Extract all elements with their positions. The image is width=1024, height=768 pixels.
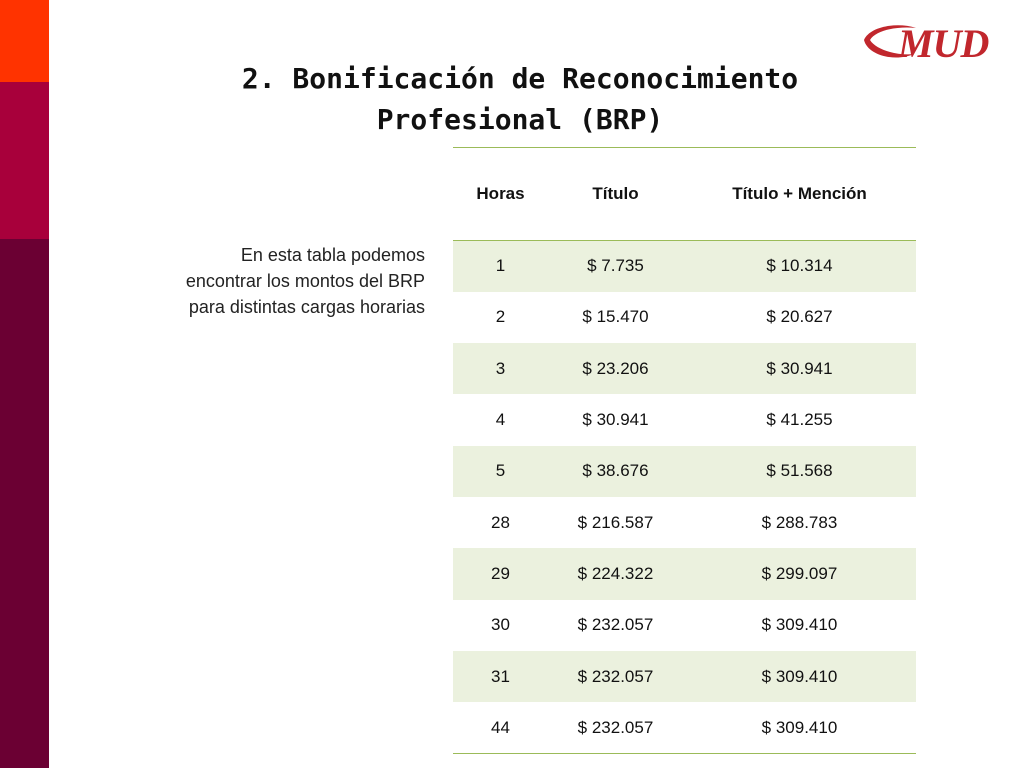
cell-horas: 28 bbox=[491, 512, 510, 532]
table-row bbox=[453, 548, 916, 599]
cell-horas: 3 bbox=[495, 358, 506, 378]
cell-titulo: $ 15.470 bbox=[582, 307, 649, 327]
description-line: encontrar los montos del BRP bbox=[185, 271, 425, 291]
side-bar-maroon bbox=[0, 239, 49, 768]
cell-titulo-mencion: $ 20.627 bbox=[766, 307, 833, 327]
cell-titulo: $ 23.206 bbox=[582, 358, 649, 378]
side-bar-orange bbox=[0, 0, 49, 82]
description-line: para distintas cargas horarias bbox=[188, 297, 425, 317]
cell-titulo-mencion: $ 309.410 bbox=[761, 615, 838, 635]
side-bar-crimson bbox=[0, 82, 49, 239]
header-titulo-mencion: Título + Mención bbox=[732, 184, 867, 203]
cell-horas: 31 bbox=[491, 666, 510, 686]
cell-titulo: $ 224.322 bbox=[577, 563, 654, 583]
cell-titulo: $ 232.057 bbox=[577, 717, 654, 737]
table-row bbox=[453, 702, 916, 753]
slide-title-line-1: 2. Bonificación de Reconocimiento bbox=[241, 62, 799, 95]
cell-titulo-mencion: $ 309.410 bbox=[761, 666, 838, 686]
table-row bbox=[453, 241, 916, 292]
cell-horas: 1 bbox=[495, 256, 506, 276]
cell-titulo-mencion: $ 41.255 bbox=[766, 410, 833, 430]
cell-titulo: $ 7.735 bbox=[587, 256, 644, 276]
table-row bbox=[453, 394, 916, 445]
header-horas: Horas bbox=[476, 184, 525, 203]
table-row bbox=[453, 343, 916, 394]
cell-titulo-mencion: $ 51.568 bbox=[766, 461, 833, 481]
cell-titulo-mencion: $ 288.783 bbox=[761, 512, 838, 532]
table-row bbox=[453, 446, 916, 497]
table-row bbox=[453, 497, 916, 548]
cell-horas: 4 bbox=[495, 410, 506, 430]
cell-horas: 44 bbox=[491, 717, 510, 737]
slide-title-line-2: Profesional (BRP) bbox=[376, 103, 664, 136]
slide-title bbox=[120, 58, 920, 140]
cell-horas: 2 bbox=[495, 307, 506, 327]
cell-titulo: $ 30.941 bbox=[582, 410, 649, 430]
cell-titulo-mencion: $ 30.941 bbox=[766, 358, 833, 378]
cell-titulo-mencion: $ 309.410 bbox=[761, 717, 838, 737]
table-header-row bbox=[453, 148, 916, 241]
cell-titulo: $ 232.057 bbox=[577, 615, 654, 635]
header-titulo: Título bbox=[592, 184, 639, 203]
description-text bbox=[135, 242, 425, 320]
cell-horas: 30 bbox=[491, 615, 510, 635]
table-row bbox=[453, 651, 916, 702]
cell-titulo: $ 38.676 bbox=[582, 461, 649, 481]
cell-titulo-mencion: $ 299.097 bbox=[761, 563, 838, 583]
cell-titulo: $ 216.587 bbox=[577, 512, 654, 532]
brp-table bbox=[453, 147, 916, 754]
cell-horas: 29 bbox=[491, 563, 510, 583]
cell-horas: 5 bbox=[495, 461, 506, 481]
table-row bbox=[453, 292, 916, 343]
table-row bbox=[453, 600, 916, 651]
cell-titulo-mencion: $ 10.314 bbox=[766, 256, 833, 276]
description-line: En esta tabla podemos bbox=[240, 245, 425, 265]
logo-text: MUD bbox=[898, 21, 989, 66]
cell-titulo: $ 232.057 bbox=[577, 666, 654, 686]
